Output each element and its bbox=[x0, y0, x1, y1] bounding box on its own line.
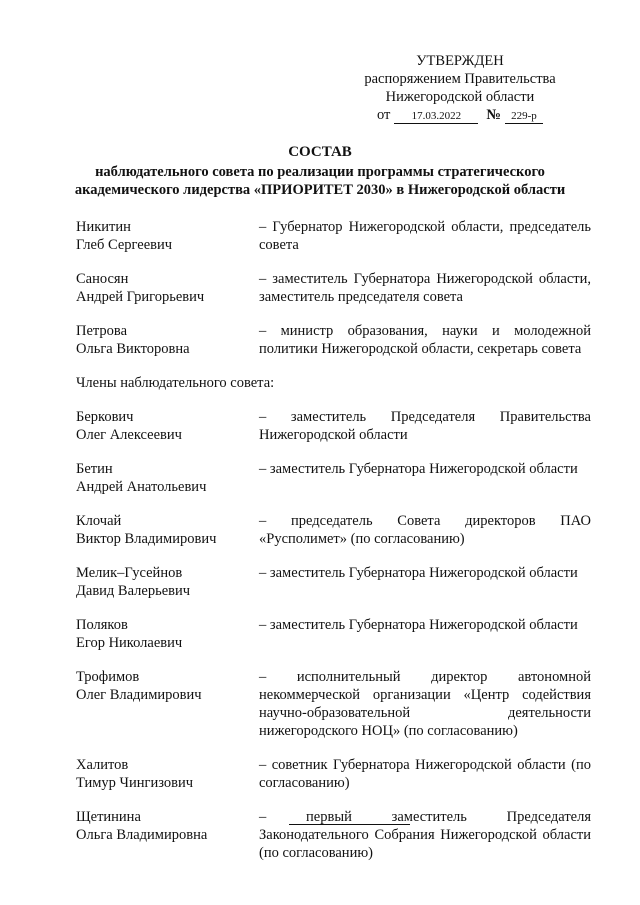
person-surname: Беркович bbox=[76, 409, 134, 425]
person-role: – заместитель Губернатора Нижегородской области bbox=[259, 617, 578, 633]
person-name bbox=[76, 808, 259, 862]
from-label: от bbox=[377, 107, 391, 123]
person-role: – заместитель Губернатора Нижегородской области, заместитель председателя совета bbox=[259, 271, 591, 305]
person-role: – заместитель Председателя Правительства Нижегородской области bbox=[259, 409, 591, 443]
roster-row-deputy-chair bbox=[76, 270, 591, 306]
person-name bbox=[76, 460, 259, 496]
person-surname: Никитин bbox=[76, 219, 131, 235]
person-given-names: Андрей Григорьевич bbox=[76, 289, 205, 305]
roster-row-member bbox=[76, 564, 591, 600]
person-given-names: Виктор Владимирович bbox=[76, 531, 217, 547]
person-surname: Саносян bbox=[76, 271, 129, 287]
person-role: – заместитель Губернатора Нижегородской области bbox=[259, 565, 578, 581]
person-name bbox=[76, 756, 259, 792]
roster-row-member bbox=[76, 408, 591, 444]
person-role: – заместитель Губернатора Нижегородской области bbox=[259, 461, 578, 477]
roster-row-member bbox=[76, 460, 591, 496]
members-heading: Члены наблюдательного совета: bbox=[76, 375, 275, 391]
title-line-2: академического лидерства «ПРИОРИТЕТ 2030» в Нижегородской области bbox=[74, 182, 566, 198]
person-given-names: Олег Алексеевич bbox=[76, 427, 182, 443]
person-role: – советник Губернатора Нижегородской области (по согласованию) bbox=[259, 757, 591, 791]
person-role: – министр образования, науки и молодежной политики Нижегородской области, секретарь совета bbox=[259, 323, 591, 357]
person-given-names: Олег Владимирович bbox=[76, 687, 202, 703]
person-surname: Халитов bbox=[76, 757, 129, 773]
roster-row-secretary bbox=[76, 322, 591, 358]
person-role: – исполнительный директор автономной некоммерческой организации «Центр содействия научно-образовательной деятельности нижегородского НОЦ» (по согласованию) bbox=[259, 669, 591, 739]
closing-divider bbox=[289, 824, 410, 825]
person-given-names: Глеб Сергеевич bbox=[76, 237, 173, 253]
person-name bbox=[76, 668, 259, 740]
person-given-names: Тимур Чингизович bbox=[76, 775, 193, 791]
approval-line-1: распоряжением Правительства bbox=[364, 71, 556, 87]
person-given-names: Давид Валерьевич bbox=[76, 583, 191, 599]
person-given-names: Андрей Анатольевич bbox=[76, 479, 207, 495]
roster-row-member bbox=[76, 808, 591, 862]
approval-date-line bbox=[330, 106, 590, 124]
roster-row-member bbox=[76, 756, 591, 792]
person-surname: Клочай bbox=[76, 513, 122, 529]
person-surname: Мелик–Гусейнов bbox=[76, 565, 183, 581]
council-roster bbox=[76, 218, 591, 878]
person-name bbox=[76, 512, 259, 548]
document-title bbox=[60, 143, 580, 199]
approval-number: 229-р bbox=[505, 109, 543, 124]
person-name bbox=[76, 564, 259, 600]
person-given-names: Егор Николаевич bbox=[76, 635, 183, 651]
person-surname: Бетин bbox=[76, 461, 113, 477]
person-given-names: Ольга Викторовна bbox=[76, 341, 190, 357]
person-name bbox=[76, 408, 259, 444]
person-surname: Щетинина bbox=[76, 809, 141, 825]
title-line-1: наблюдательного совета по реализации программы стратегического bbox=[95, 164, 545, 180]
person-role: – Губернатор Нижегородской области, председатель совета bbox=[259, 219, 591, 253]
title-main: СОСТАВ bbox=[288, 144, 352, 160]
person-name bbox=[76, 270, 259, 306]
roster-row-member bbox=[76, 668, 591, 740]
approval-block bbox=[330, 52, 590, 124]
person-name bbox=[76, 218, 259, 254]
roster-row-member bbox=[76, 512, 591, 548]
person-role: – первый заместитель Председателя Законодательного Собрания Нижегородской области (по согласованию) bbox=[259, 809, 591, 861]
person-surname: Трофимов bbox=[76, 669, 140, 685]
person-name bbox=[76, 616, 259, 652]
person-given-names: Ольга Владимировна bbox=[76, 827, 208, 843]
person-role: – председатель Совета директоров ПАО «Русполимет» (по согласованию) bbox=[259, 513, 591, 547]
person-surname: Поляков bbox=[76, 617, 128, 633]
roster-row-chair bbox=[76, 218, 591, 254]
number-sign: № bbox=[486, 107, 501, 123]
approval-date: 17.03.2022 bbox=[394, 109, 478, 124]
approval-line-2: Нижегородской области bbox=[385, 89, 535, 105]
roster-row-member bbox=[76, 616, 591, 652]
approval-heading: УТВЕРЖДЕН bbox=[416, 53, 504, 69]
person-name bbox=[76, 322, 259, 358]
person-surname: Петрова bbox=[76, 323, 128, 339]
